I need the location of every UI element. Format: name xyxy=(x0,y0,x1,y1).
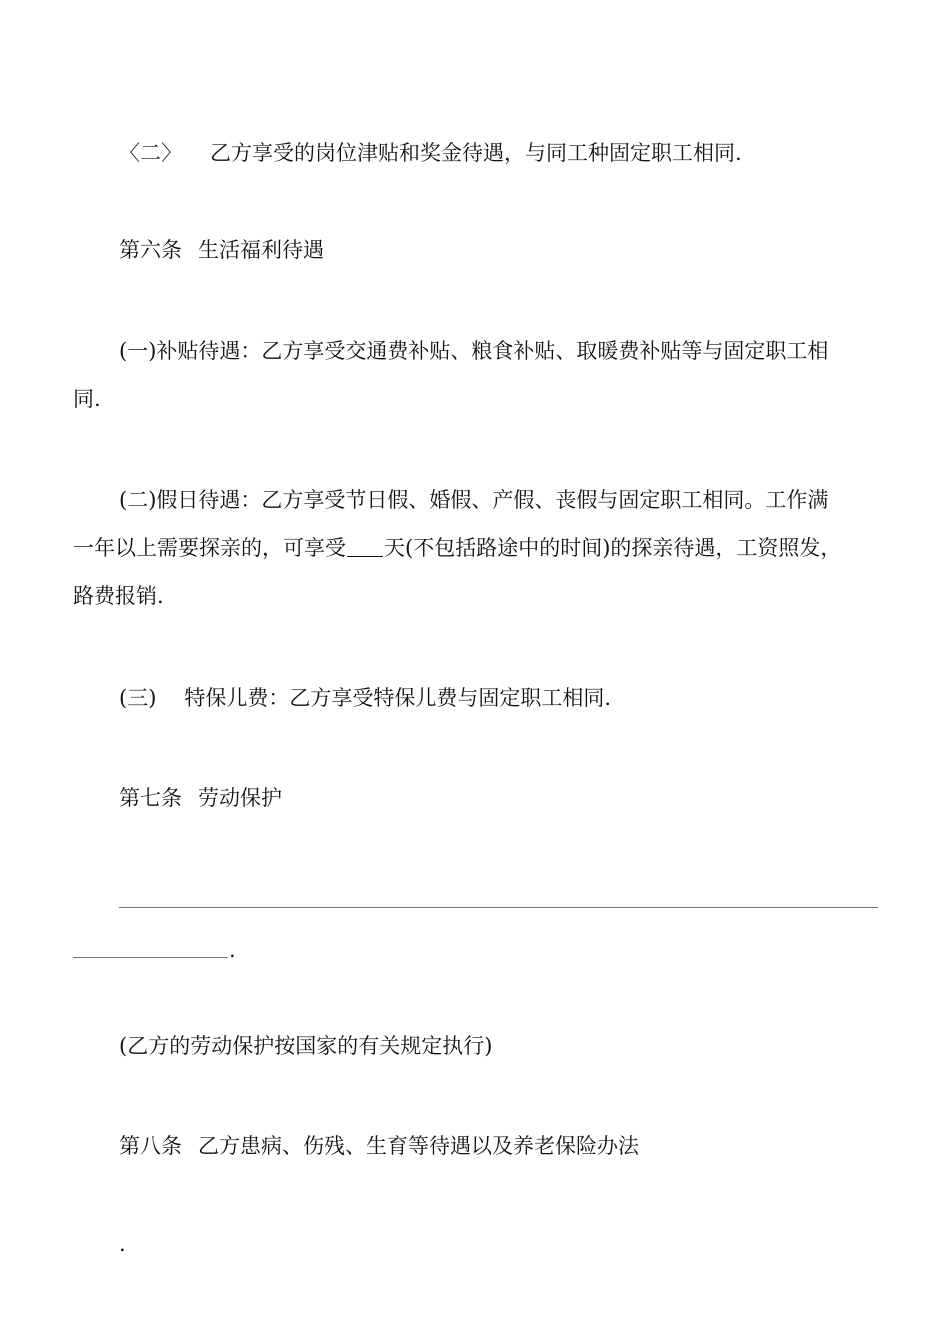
paragraph-protection-note xyxy=(73,1022,934,1070)
paragraph-line: 路费报销. xyxy=(73,584,164,608)
article-six-heading xyxy=(73,226,934,274)
article-title: 乙方患病、伤残、生育等待遇以及养老保险办法 xyxy=(198,1134,639,1158)
paragraph-subsidy xyxy=(73,327,888,423)
article-eight-heading xyxy=(73,1122,934,1170)
article-label: 第六条 xyxy=(119,238,182,262)
clause-text: 特保儿费：乙方享受特保儿费与固定职工相同. xyxy=(184,686,612,710)
paragraph-line xyxy=(73,524,888,572)
article-seven-heading xyxy=(73,774,934,822)
paragraph-childcare xyxy=(73,674,934,722)
fill-in-blank[interactable] xyxy=(347,555,383,557)
text-segment: 一年以上需要探亲的，可享受 xyxy=(73,536,346,560)
trailing-period: . xyxy=(119,1232,126,1256)
fill-in-line[interactable] xyxy=(119,907,878,908)
note-text: (乙方的劳动保护按国家的有关规定执行) xyxy=(119,1034,493,1058)
paragraph-line: 同. xyxy=(73,387,101,411)
paragraph-bonus xyxy=(73,129,934,177)
fill-in-line[interactable] xyxy=(73,957,228,958)
article-label: 第八条 xyxy=(119,1134,182,1158)
text-segment: 天(不包括路途中的时间)的探亲待遇，工资照发， xyxy=(384,536,842,560)
paragraph-line: (二)假日待遇：乙方享受节日假、婚假、产假、丧假与固定职工相同。工作满 xyxy=(119,488,829,512)
line-end-period: . xyxy=(229,938,236,962)
paragraph-line: (一)补贴待遇：乙方享受交通费补贴、粮食补贴、取暖费补贴等与固定职工相 xyxy=(119,339,829,363)
paragraph-holiday xyxy=(73,476,888,620)
article-label: 第七条 xyxy=(119,786,182,810)
article-title: 劳动保护 xyxy=(198,786,282,810)
article-title: 生活福利待遇 xyxy=(198,238,324,262)
clause-label: (三) xyxy=(119,686,157,710)
clause-label: 〈二〉 xyxy=(119,141,182,165)
clause-text: 乙方享受的岗位津贴和奖金待遇，与同工种固定职工相同. xyxy=(210,141,742,165)
